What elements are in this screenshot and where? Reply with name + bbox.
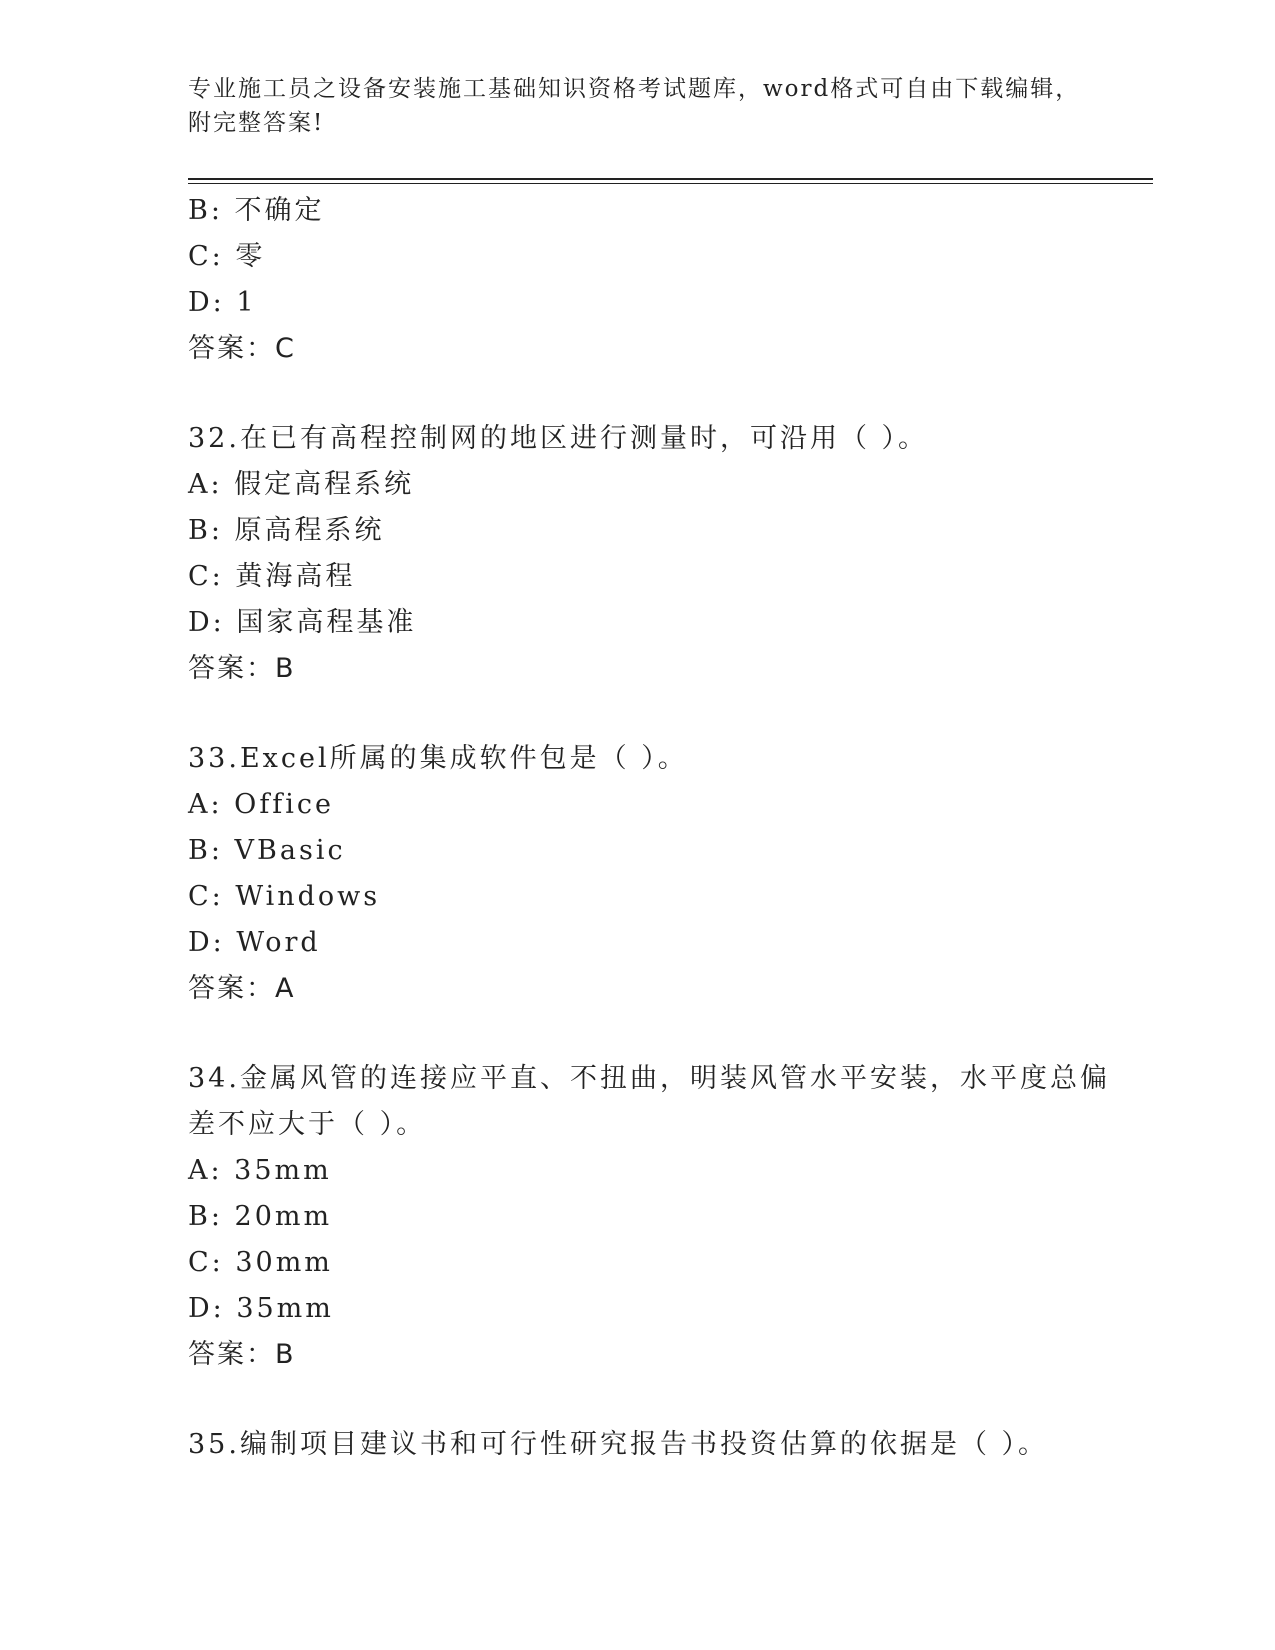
question-32 bbox=[188, 416, 1108, 692]
document-header bbox=[188, 72, 1088, 140]
option-b: B: VBasic bbox=[188, 835, 346, 866]
option-b: B: 20mm bbox=[188, 1201, 333, 1232]
option-d: D: Word bbox=[188, 927, 321, 958]
question-list bbox=[188, 188, 1108, 1468]
option-b: B: 原高程系统 bbox=[188, 515, 385, 546]
question-31 bbox=[188, 188, 1108, 372]
header-line-2: 附完整答案! bbox=[188, 110, 325, 136]
spacer bbox=[188, 372, 1108, 416]
option-a: A: Office bbox=[188, 789, 335, 820]
spacer bbox=[188, 1378, 1108, 1422]
option-d: D: 国家高程基准 bbox=[188, 607, 417, 638]
question-33 bbox=[188, 736, 1108, 1012]
option-c: C: 30mm bbox=[188, 1247, 333, 1278]
spacer bbox=[188, 692, 1108, 736]
answer-line: 答案：B bbox=[188, 653, 296, 684]
question-35 bbox=[188, 1422, 1108, 1468]
option-a: A: 35mm bbox=[188, 1155, 332, 1186]
question-stem-line-1: 34.金属风管的连接应平直、不扭曲，明装风管水平安装，水平度总偏 bbox=[188, 1063, 1110, 1094]
answer-line: 答案：C bbox=[188, 333, 296, 364]
option-c: C: 黄海高程 bbox=[188, 561, 356, 592]
header-line-1: 专业施工员之设备安装施工基础知识资格考试题库，word格式可自由下载编辑， bbox=[188, 76, 1081, 102]
answer-line: 答案：A bbox=[188, 973, 296, 1004]
option-b: B: 不确定 bbox=[188, 195, 325, 226]
option-a: A: 假定高程系统 bbox=[188, 469, 415, 500]
answer-line: 答案：B bbox=[188, 1339, 296, 1370]
header-divider-thick bbox=[188, 178, 1153, 180]
option-d: D: 35mm bbox=[188, 1293, 334, 1324]
question-34 bbox=[188, 1056, 1108, 1378]
spacer bbox=[188, 1012, 1108, 1056]
question-stem: 32.在已有高程控制网的地区进行测量时，可沿用（ ）。 bbox=[188, 423, 929, 454]
header-divider-thin bbox=[188, 183, 1153, 184]
option-d: D: 1 bbox=[188, 287, 257, 318]
option-c: C: 零 bbox=[188, 241, 266, 272]
question-stem: 33.Excel所属的集成软件包是（ ）。 bbox=[188, 743, 688, 774]
question-stem: 35.编制项目建议书和可行性研究报告书投资估算的依据是（ ）。 bbox=[188, 1429, 1049, 1460]
question-stem-line-2: 差不应大于（ ）。 bbox=[188, 1109, 427, 1140]
option-c: C: Windows bbox=[188, 881, 381, 912]
